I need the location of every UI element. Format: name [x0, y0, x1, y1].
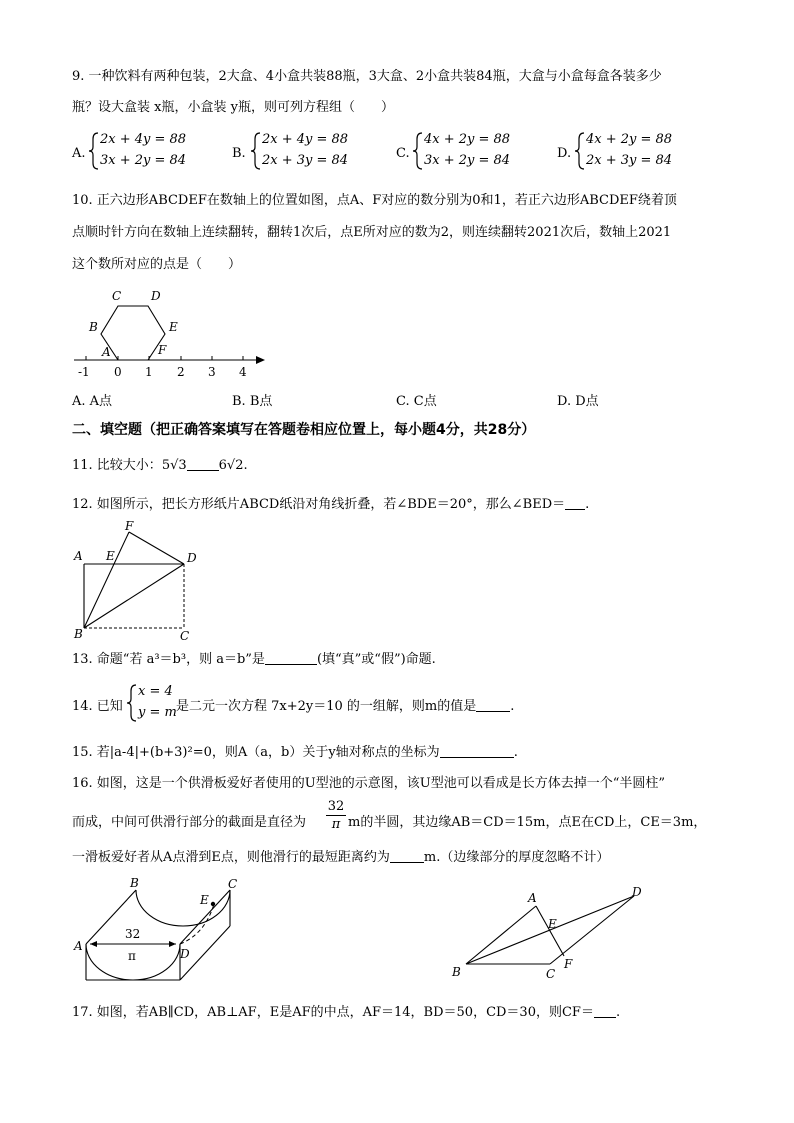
q17-answer-blank[interactable]	[594, 1004, 616, 1018]
q13-prefix: 13. 命题“若 a³＝b³，则 a＝b”是	[72, 652, 265, 667]
q10-label-e: E	[169, 320, 178, 334]
q10-option-c: C. C点	[396, 394, 437, 409]
q17-text: 17. 如图，若AB∥CD，AB⊥AF，E是AF的中点，AF＝14，BD＝50，CD＝30，则CF＝	[72, 1005, 594, 1020]
q13-suffix: (填“真”或“假”)命题.	[316, 652, 436, 667]
q16-line2a: 而成，中间可供滑行部分的截面是直径为	[72, 815, 307, 830]
q9-option-b-label: B.	[232, 146, 246, 161]
q9-c-eq1: 4x + 2y = 88	[424, 132, 511, 147]
q16-label-d: D	[180, 947, 190, 961]
q17-label-d: D	[632, 886, 642, 899]
q16-line3a: 一滑板爱好者从A点滑到E点，则他滑行的最短距离约为	[72, 850, 390, 865]
brace-icon	[126, 683, 138, 723]
q16-fraction	[326, 799, 346, 832]
q9-line1: 9. 一种饮料有两种包装，2大盒、4小盒共装88瓶，3大盒、2小盒共装84瓶，大盒与小盒每盒各装多少	[72, 69, 662, 84]
q17-label-a: A	[528, 891, 537, 905]
q12-label-e: E	[106, 549, 115, 563]
q9-a-eq1: 2x + 4y = 88	[100, 132, 187, 147]
q9-b-eq2: 2x + 3y = 84	[262, 153, 349, 168]
q9-line2: 瓶？设大盒装 x瓶，小盒装 y瓶，则可列方程组（ ）	[72, 100, 394, 115]
q12-label-c: C	[180, 629, 190, 642]
q10-option-d: D. D点	[557, 394, 599, 409]
q14-eq1: x = 4	[138, 684, 173, 699]
q10-tick-1: 1	[145, 365, 153, 379]
q9-d-eq2: 2x + 3y = 84	[586, 153, 673, 168]
q10-line1: 10. 正六边形ABCDEF在数轴上的位置如图，点A、F对应的数分别为0和1，若正六边形ABCDEF绕着顶	[72, 193, 677, 208]
q10-tick-neg1: -1	[78, 365, 90, 379]
q12-text: 12. 如图所示，把长方形纸片ABCD纸沿对角线折叠，若∠BDE＝20°，那么∠BED＝	[72, 497, 566, 512]
q16-frac-num: 32	[327, 799, 345, 814]
q16-line3	[72, 849, 609, 867]
q12-label-f: F	[125, 519, 134, 533]
q11-line	[72, 457, 248, 475]
q14-end: .	[510, 699, 515, 714]
q10-label-b: B	[89, 320, 98, 334]
q16-fig-den: π	[128, 949, 136, 963]
q17-figure	[448, 886, 648, 982]
brace-icon	[250, 131, 262, 171]
q13-answer-blank[interactable]	[265, 651, 317, 665]
brace-icon	[574, 131, 586, 171]
q9-d-eq1: 4x + 2y = 88	[586, 132, 673, 147]
q16-line3b: m.（边缘部分的厚度忽略不计）	[423, 850, 610, 865]
q11-a: 5√3	[161, 458, 187, 473]
q11-prefix: 11. 比较大小：	[72, 458, 162, 473]
q16-line2b: m的半圆，其边缘AB＝CD＝15m，点E在CD上，CE＝3m，	[348, 815, 707, 830]
q17-line	[72, 1004, 620, 1022]
q17-label-b: B	[452, 965, 461, 979]
q15-prefix: 15. 若|a-4|+(b+3)²=0，则A（a，b）关于y轴对称点的坐标为	[72, 745, 440, 760]
q14-rest	[176, 698, 514, 716]
q17-label-f: F	[564, 957, 573, 971]
q16-line1: 16. 如图，这是一个供滑板爱好者使用的U型池的示意图，该U型池可以看成是长方体去掉一个“半圆柱”	[72, 776, 666, 791]
q10-tick-3: 3	[208, 365, 216, 379]
section-2-heading: 二、填空题（把正确答案填写在答题卷相应位置上，每小题4分，共28分）	[72, 422, 536, 438]
q16-label-a: A	[74, 939, 83, 953]
q16-label-e: E	[200, 893, 209, 907]
q11-answer-blank[interactable]	[187, 457, 219, 471]
q10-line2: 点顺时针方向在数轴上连续翻转，翻转1次后，点E所对应的数为2，则连续翻转2021次后，数轴上2021	[72, 225, 672, 240]
q12-fold-figure	[70, 518, 200, 642]
q10-option-b: B. B点	[232, 394, 273, 409]
q10-tick-2: 2	[177, 365, 185, 379]
q10-line3: 这个数所对应的点是（ ）	[72, 257, 242, 272]
q10-label-a: A	[102, 345, 111, 359]
q14-middle: 是二元一次方程 7x+2y＝10 的一组解，则m的值是	[176, 699, 477, 714]
q16-fig-num: 32	[125, 927, 141, 941]
q10-tick-4: 4	[239, 365, 247, 379]
q16-frac-den: π	[331, 817, 341, 832]
q9-c-eq2: 3x + 2y = 84	[424, 153, 511, 168]
q10-label-f: F	[158, 343, 167, 357]
q16-label-c: C	[228, 877, 238, 891]
q12-label-a: A	[74, 549, 83, 563]
q10-hexagon-figure	[70, 284, 270, 380]
q15-answer-blank[interactable]	[440, 744, 514, 758]
q15-line	[72, 744, 518, 762]
q10-option-a: A. A点	[72, 394, 113, 409]
q10-label-c: C	[112, 289, 122, 303]
q13-line	[72, 651, 436, 669]
q12-end: .	[585, 497, 590, 512]
brace-icon	[412, 131, 424, 171]
q11-b: 6√2	[218, 458, 244, 473]
q14-prefix: 14. 已知	[72, 699, 123, 714]
q12-answer-blank[interactable]	[565, 496, 585, 510]
q9-option-a-label: A.	[72, 146, 86, 161]
q11-end: .	[243, 458, 248, 473]
q12-label-b: B	[74, 627, 83, 641]
q17-label-c: C	[546, 967, 556, 981]
q10-label-d: D	[151, 289, 161, 303]
q9-a-eq2: 3x + 2y = 84	[100, 153, 187, 168]
q17-end: .	[615, 1005, 621, 1020]
q10-tick-0: 0	[114, 365, 122, 379]
q15-end: .	[513, 745, 518, 760]
q16-u-pool-figure	[70, 874, 250, 986]
q9-b-eq1: 2x + 4y = 88	[262, 132, 349, 147]
q17-label-e: E	[548, 917, 557, 931]
q16-label-b: B	[130, 876, 139, 890]
q12-label-d: D	[187, 551, 197, 565]
brace-icon	[88, 131, 100, 171]
q14-answer-blank[interactable]	[476, 698, 510, 712]
q16-answer-blank[interactable]	[390, 849, 424, 863]
q9-option-c-label: C.	[396, 146, 410, 161]
q12-line	[72, 496, 589, 514]
q14-eq2: y = m	[138, 705, 177, 720]
q9-option-d-label: D.	[557, 146, 572, 161]
